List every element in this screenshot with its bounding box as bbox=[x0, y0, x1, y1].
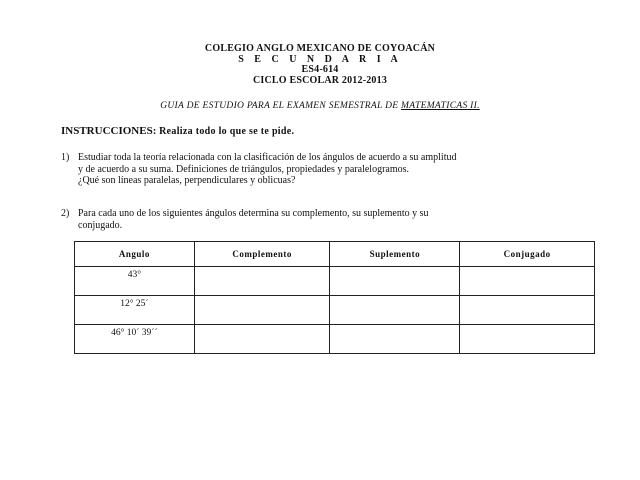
list-item-line: Estudiar toda la teoría relacionada con la clasificación de los ángulos de acuerdo a su amplitud bbox=[78, 152, 457, 163]
supplement-cell[interactable] bbox=[330, 296, 460, 325]
guide-title bbox=[0, 101, 640, 111]
complement-cell[interactable] bbox=[194, 267, 330, 296]
column-header-suplemento: Suplemento bbox=[330, 242, 460, 267]
table-row bbox=[75, 267, 595, 296]
table-row bbox=[75, 325, 595, 354]
guide-title-prefix: GUIA DE ESTUDIO PARA EL EXAMEN SEMESTRAL DE bbox=[160, 101, 402, 111]
supplement-cell[interactable] bbox=[330, 325, 460, 354]
instructions-text: Realiza todo lo que se te pide. bbox=[156, 126, 295, 137]
guide-title-subject: MATEMATICAS II. bbox=[401, 101, 480, 111]
list-item-number: 2) bbox=[61, 208, 70, 219]
angle-cell: 46° 10´ 39´´ bbox=[75, 325, 195, 354]
complement-cell[interactable] bbox=[194, 296, 330, 325]
school-cycle: CICLO ESCOLAR 2012-2013 bbox=[252, 74, 388, 86]
column-header-conjugado: Conjugado bbox=[460, 242, 595, 267]
list-item-line: y de acuerdo a su suma. Definiciones de triángulos, propiedades y paralelogramos. bbox=[78, 163, 410, 175]
list-item-line: conjugado. bbox=[78, 219, 123, 231]
conjugate-cell[interactable] bbox=[460, 267, 595, 296]
angles-table bbox=[74, 241, 595, 354]
list-item-line: Para cada uno de los siguientes ángulos determina su complemento, su suplemento y su bbox=[78, 208, 429, 219]
list-item-text bbox=[78, 208, 581, 231]
instructions bbox=[61, 125, 294, 137]
list-item-line: ¿Qué son líneas paralelas, perpendiculares y oblicuas? bbox=[78, 175, 296, 186]
school-code: ES4-614 bbox=[301, 64, 339, 75]
angle-cell: 43° bbox=[75, 267, 195, 296]
document-header bbox=[0, 44, 640, 86]
school-level: S E C U N D A R I A bbox=[238, 53, 402, 65]
instructions-label: INSTRUCCIONES: bbox=[61, 125, 157, 137]
supplement-cell[interactable] bbox=[330, 267, 460, 296]
column-header-complemento: Complemento bbox=[194, 242, 330, 267]
list-item-number: 1) bbox=[61, 152, 70, 163]
school-name: COLEGIO ANGLO MEXICANO DE COYOACÁN bbox=[204, 43, 436, 54]
conjugate-cell[interactable] bbox=[460, 296, 595, 325]
conjugate-cell[interactable] bbox=[460, 325, 595, 354]
angle-cell: 12° 25´ bbox=[75, 296, 195, 325]
list-item-text bbox=[78, 152, 581, 187]
table-row bbox=[75, 296, 595, 325]
table-header-row bbox=[75, 242, 595, 267]
column-header-angulo: Angulo bbox=[75, 242, 195, 267]
complement-cell[interactable] bbox=[194, 325, 330, 354]
